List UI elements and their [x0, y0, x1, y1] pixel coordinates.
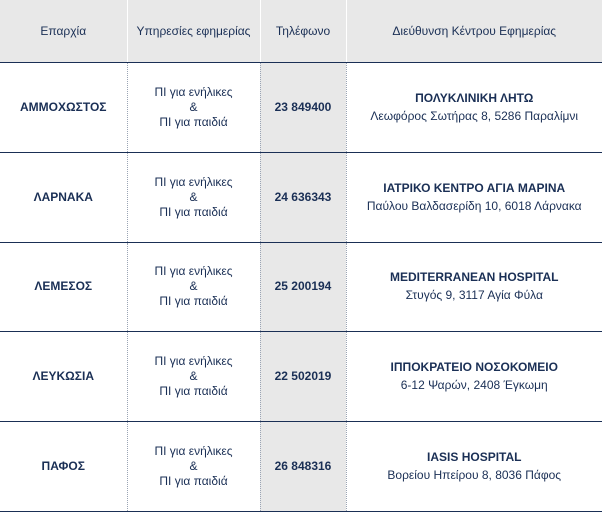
table-row: [0, 63, 602, 153]
services-cell: [127, 152, 260, 242]
service-adults: ΠΙ για ενήλικες: [154, 84, 233, 99]
region-cell: ΛΑΡΝΑΚΑ: [0, 152, 127, 242]
services-cell: [127, 332, 260, 422]
service-adults: ΠΙ για ενήλικες: [154, 264, 233, 279]
service-ampersand: &: [189, 99, 198, 114]
service-adults: ΠΙ για ενήλικες: [154, 444, 233, 459]
region-cell: ΛΕΜΕΣΟΣ: [0, 242, 127, 332]
address-cell: [346, 422, 602, 512]
hospital-name: ΠΟΛΥΚΛΙΝΙΚΗ ΛΗΤΩ: [415, 90, 534, 105]
table-header: [0, 0, 602, 63]
service-children: ΠΙ για παιδιά: [159, 384, 228, 399]
services-cell: [127, 242, 260, 332]
hospital-address: Στυγός 9, 3117 Αγία Φύλα: [405, 288, 543, 303]
table-row: [0, 242, 602, 332]
hospital-address: Παύλου Βαλδασερίδη 10, 6018 Λάρνακα: [366, 198, 582, 213]
hospital-address: 6-12 Ψαρών, 2408 Έγκωμη: [400, 378, 548, 393]
phone-cell: 24 636343: [260, 152, 346, 242]
header-region: Επαρχία: [0, 0, 127, 63]
table-row: [0, 422, 602, 512]
phone-cell: 25 200194: [260, 242, 346, 332]
hospital-name: ΙΑΤΡΙΚΟ ΚΕΝΤΡΟ ΑΓΙΑ ΜΑΡΙΝΑ: [383, 180, 566, 195]
table-body: [0, 63, 602, 512]
hospital-name: MEDITERRANEAN HOSPITAL: [390, 270, 559, 285]
hospital-address: Λεωφόρος Σωτήρας 8, 5286 Παραλίμνι: [370, 108, 579, 123]
service-adults: ΠΙ για ενήλικες: [154, 354, 233, 369]
services-cell: [127, 63, 260, 153]
hospital-address: Βορείου Ηπείρου 8, 8036 Πάφος: [387, 468, 562, 483]
service-ampersand: &: [189, 459, 198, 474]
header-address: Διεύθυνση Κέντρου Εφημερίας: [346, 0, 602, 63]
phone-cell: 26 848316: [260, 422, 346, 512]
phone-cell: 22 502019: [260, 332, 346, 422]
region-cell: ΠΑΦΟΣ: [0, 422, 127, 512]
header-phone: Τηλέφωνο: [260, 0, 346, 63]
header-services: Υπηρεσίες εφημερίας: [127, 0, 260, 63]
table-row: [0, 152, 602, 242]
address-cell: [346, 242, 602, 332]
services-cell: [127, 422, 260, 512]
service-children: ΠΙ για παιδιά: [159, 204, 228, 219]
service-adults: ΠΙ για ενήλικες: [154, 174, 233, 189]
address-cell: [346, 63, 602, 153]
service-children: ΠΙ για παιδιά: [159, 114, 228, 129]
address-cell: [346, 152, 602, 242]
hospital-name: IASIS HOSPITAL: [427, 450, 522, 465]
phone-cell: 23 849400: [260, 63, 346, 153]
hospital-name: ΙΠΠΟΚΡΑΤΕΙΟ ΝΟΣΟΚΟΜΕΙΟ: [390, 360, 558, 375]
service-ampersand: &: [189, 279, 198, 294]
region-cell: ΛΕΥΚΩΣΙΑ: [0, 332, 127, 422]
table-row: [0, 332, 602, 422]
address-cell: [346, 332, 602, 422]
service-children: ΠΙ για παιδιά: [159, 294, 228, 309]
region-cell: ΑΜΜΟΧΩΣΤΟΣ: [0, 63, 127, 153]
service-ampersand: &: [189, 189, 198, 204]
header-row: [0, 0, 602, 63]
service-ampersand: &: [189, 369, 198, 384]
service-children: ΠΙ για παιδιά: [159, 474, 228, 489]
